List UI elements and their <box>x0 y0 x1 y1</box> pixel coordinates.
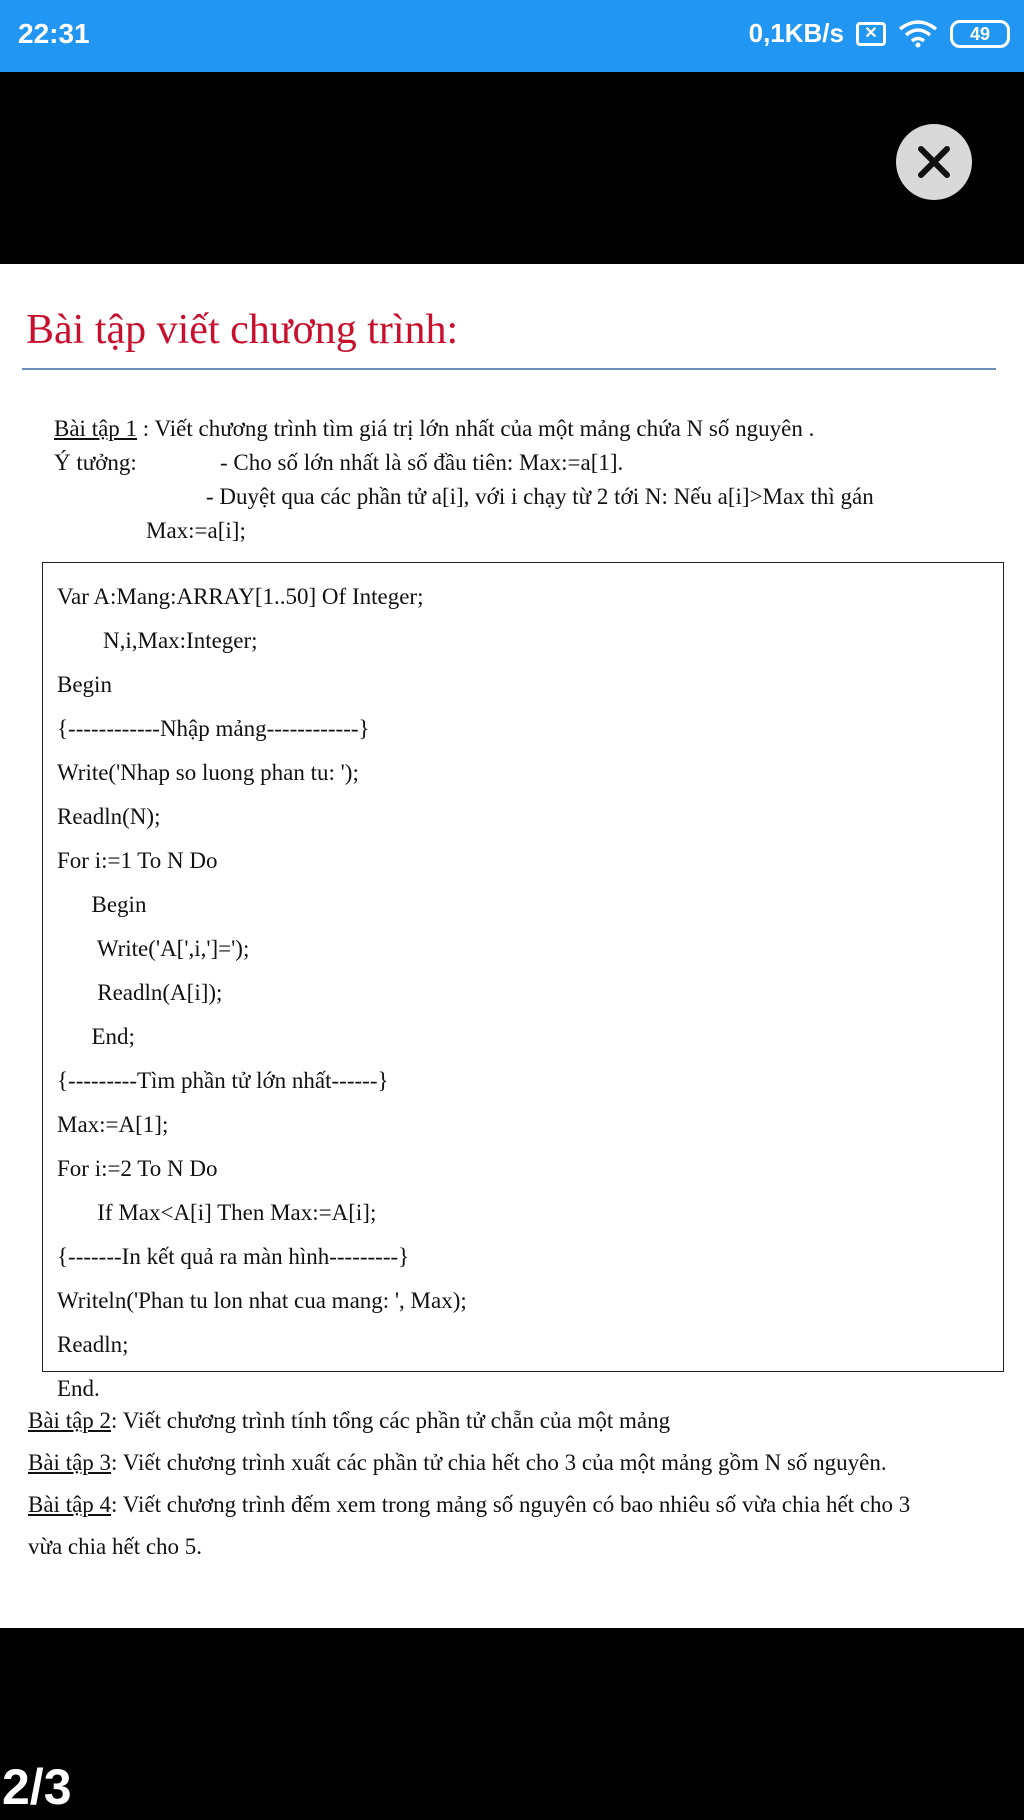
idea-label: Ý tưởng: <box>54 450 137 475</box>
code-line: Max:=A[1]; <box>57 1112 169 1137</box>
page-indicator: 2/3 <box>2 1759 72 1815</box>
code-line: {-------In kết quả ra màn hình---------} <box>57 1244 410 1269</box>
code-line: For i:=2 To N Do <box>57 1156 218 1181</box>
wifi-icon <box>898 20 938 48</box>
code-line: Writeln('Phan tu lon nhat cua mang: ', Max); <box>57 1288 467 1313</box>
exercise4-label: Bài tập 4 <box>28 1492 112 1517</box>
exercise4-line <box>28 1484 998 1526</box>
exercise4-cont-line <box>28 1526 998 1568</box>
code-line: End; <box>57 1024 135 1049</box>
exercise3-text: : Viết chương trình xuất các phần tử chia hết cho 3 của một mảng gồm N số nguyên. <box>111 1450 887 1475</box>
code-line: {---------Tìm phần tử lớn nhất------} <box>57 1068 389 1093</box>
idea-step2-line <box>54 480 1004 514</box>
idea-step1: - Cho số lớn nhất là số đầu tiên: Max:=a[1]. <box>220 450 624 475</box>
code-line: For i:=1 To N Do <box>57 848 218 873</box>
code-line: Begin <box>57 672 112 697</box>
status-bar <box>0 0 1024 72</box>
code-line: Write('A[',i,']='); <box>57 936 250 961</box>
code-block <box>42 562 1004 1401</box>
close-icon <box>916 144 952 180</box>
status-time: 22:31 <box>18 18 90 49</box>
idea-step2-cont-line <box>54 514 1004 548</box>
code-line: Begin <box>57 892 147 917</box>
sim-x-icon: ✕ <box>856 22 886 46</box>
viewer-top-bar <box>0 72 1024 264</box>
status-icons <box>749 18 1010 49</box>
code-line: End. <box>57 1376 100 1401</box>
exercise4-cont: vừa chia hết cho 5. <box>28 1534 203 1559</box>
network-speed: 0,1KB/s <box>748 18 844 48</box>
code-line: Readln(N); <box>57 804 161 829</box>
code-line: Var A:Mang:ARRAY[1..50] Of Integer; <box>57 584 424 609</box>
page-title: Bài tập viết chương trình: <box>26 307 459 353</box>
exercise2-text: : Viết chương trình tính tổng các phần tử chẵn của một mảng <box>111 1408 671 1433</box>
battery-icon <box>950 20 1010 48</box>
close-button[interactable] <box>896 124 972 200</box>
exercise-list <box>28 1400 998 1568</box>
exercise4-text: : Viết chương trình đếm xem trong mảng số nguyên có bao nhiêu số vừa chia hết cho 3 <box>111 1492 911 1517</box>
code-line: Readln(A[i]); <box>57 980 223 1005</box>
document-page <box>0 264 1024 1628</box>
exercise2-label: Bài tập 2 <box>28 1408 112 1433</box>
exercise1-text: : Viết chương trình tìm giá trị lớn nhất của một mảng chứa N số nguyên . <box>137 416 815 441</box>
battery-level: 49 <box>969 23 991 44</box>
title-divider <box>22 368 996 370</box>
exercise3-line <box>28 1442 998 1484</box>
code-line: If Max<A[i] Then Max:=A[i]; <box>57 1200 377 1225</box>
exercise1-intro <box>54 412 1004 548</box>
code-line: Write('Nhap so luong phan tu: '); <box>57 760 359 785</box>
code-line: {------------Nhập mảng------------} <box>57 716 370 741</box>
exercise1-line <box>54 412 1004 446</box>
viewer-bottom-bar <box>0 1628 1024 1820</box>
code-line: Readln; <box>57 1332 129 1357</box>
exercise2-line <box>28 1400 998 1442</box>
code-line: N,i,Max:Integer; <box>57 628 258 653</box>
idea-step2: - Duyệt qua các phần tử a[i], với i chạy từ 2 tới N: Nếu a[i]>Max thì gán <box>206 484 874 509</box>
exercise1-label: Bài tập 1 <box>54 416 138 441</box>
idea-line <box>54 446 1004 480</box>
exercise3-label: Bài tập 3 <box>28 1450 112 1475</box>
idea-step2-cont: Max:=a[i]; <box>146 518 246 543</box>
